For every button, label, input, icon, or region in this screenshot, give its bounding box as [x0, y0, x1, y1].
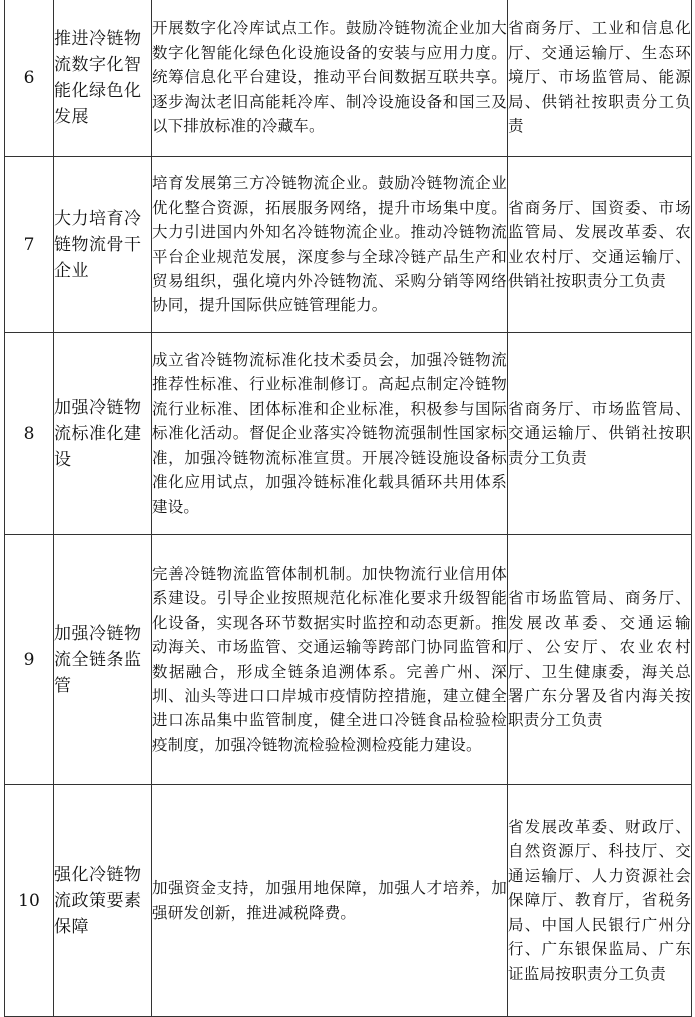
table-row [5, 333, 692, 535]
table-row [5, 157, 692, 333]
task-description: 成立省冷链物流标准化技术委员会，加强冷链物流推荐性标准、行业标准制修订。高起点制定冷链物流行业标准、团体标准和企业标准，积极参与国际标准化活动。督促企业落实冷链物流强制性国家标准，加强冷链物流标准宣贯。开展冷链设施设备标准化应用试点，加强冷链标准化载具循环共用体系建设。 [152, 333, 508, 535]
responsible-departments: 省市场监管局、商务厅、发展改革委、交通运输厅、公安厅、农业农村厅、卫生健康委，海关总署广东分署及省内海关按职责分工负责 [508, 535, 692, 785]
task-description: 培育发展第三方冷链物流企业。鼓励冷链物流企业优化整合资源，拓展服务网络，提升市场集中度。大力引进国内外知名冷链物流企业。推动冷链物流平台企业规范发展，深度参与全球冷链产品生产和贸易组织，强化境内外冷链物流、采购分销等网络协同，提升国际供应链管理能力。 [152, 157, 508, 333]
task-title: 加强冷链物流标准化建设 [54, 333, 152, 535]
row-number: 6 [5, 0, 54, 157]
responsible-departments: 省商务厅、工业和信息化厅、交通运输厅、生态环境厅、市场监管局、能源局、供销社按职责分工负责 [508, 0, 692, 157]
task-table [4, 0, 692, 1017]
responsible-departments: 省商务厅、国资委、市场监管局、发展改革委、农业农村厅、交通运输厅、供销社按职责分工负责 [508, 157, 692, 333]
table-row [5, 535, 692, 785]
table-row [5, 0, 692, 157]
row-number: 7 [5, 157, 54, 333]
task-description: 加强资金支持，加强用地保障，加强人才培养，加强研发创新，推进减税降费。 [152, 785, 508, 1017]
table-row [5, 785, 692, 1017]
task-title: 强化冷链物流政策要素保障 [54, 785, 152, 1017]
task-description: 完善冷链物流监管体制机制。加快物流行业信用体系建设。引导企业按照规范化标准化要求升级智能化设备，实现各环节数据实时监控和动态更新。推动海关、市场监管、交通运输等跨部门协同监管和数据融合，形成全链条追溯体系。完善广州、深圳、汕头等进口口岸城市疫情防控措施，建立健全进口冻品集中监管制度，健全进口冷链食品检验检疫制度，加强冷链物流检验检测检疫能力建设。 [152, 535, 508, 785]
responsible-departments: 省商务厅、市场监管局、交通运输厅、供销社按职责分工负责 [508, 333, 692, 535]
task-title: 大力培育冷链物流骨干企业 [54, 157, 152, 333]
row-number: 10 [5, 785, 54, 1017]
task-description: 开展数字化冷库试点工作。鼓励冷链物流企业加大数字化智能化绿色化设施设备的安装与应用力度。统筹信息化平台建设，推动平台间数据互联共享。逐步淘汰老旧高能耗冷库、制冷设施设备和国三及以下排放标准的冷藏车。 [152, 0, 508, 157]
task-title: 推进冷链物流数字化智能化绿色化发展 [54, 0, 152, 157]
responsible-departments: 省发展改革委、财政厅、自然资源厅、科技厅、交通运输厅、人力资源社会保障厅、教育厅，省税务局、中国人民银行广州分行、广东银保监局、广东证监局按职责分工负责 [508, 785, 692, 1017]
task-title: 加强冷链物流全链条监管 [54, 535, 152, 785]
row-number: 9 [5, 535, 54, 785]
row-number: 8 [5, 333, 54, 535]
